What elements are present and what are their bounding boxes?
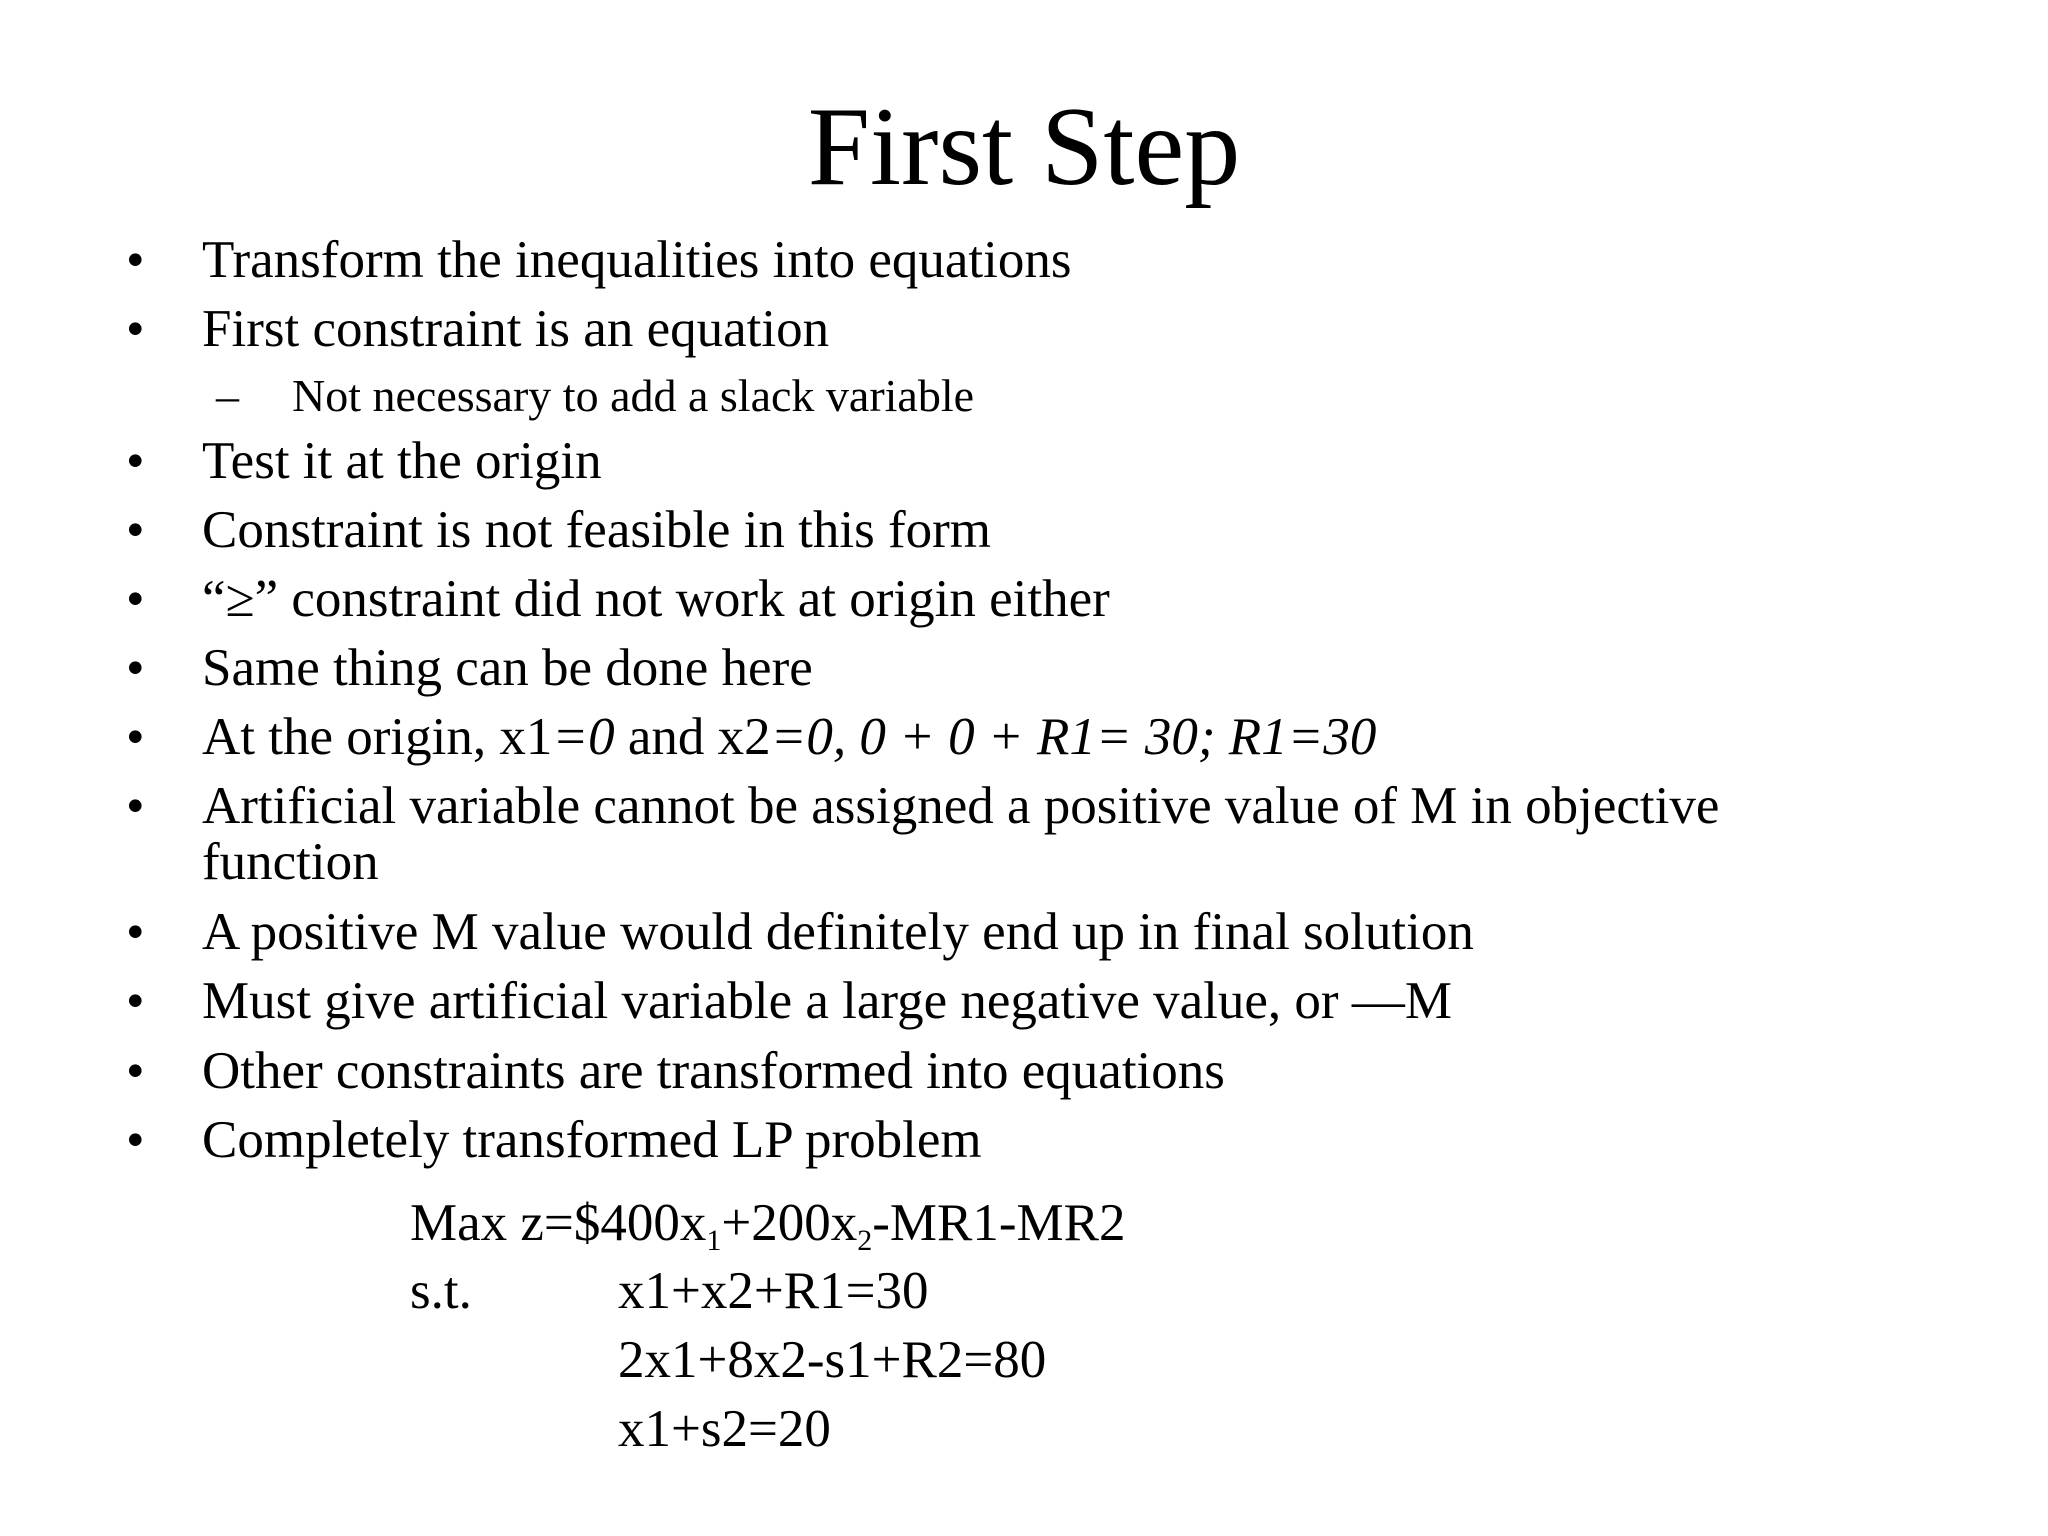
- bullet-text: Constraint is not feasible in this form: [202, 501, 992, 559]
- bullet-dot: •: [126, 432, 145, 490]
- bullet-dot: •: [126, 708, 145, 766]
- bullet-text: First constraint is an equation: [202, 300, 830, 358]
- objective-prefix: Max z=$400x: [410, 1194, 707, 1252]
- sub-bullet-dash: –: [216, 370, 239, 421]
- bullet-text: “≥” constraint did not work at origin either: [202, 570, 1110, 628]
- bullet-text: [202, 709, 1376, 765]
- constraint-3: x1+s2=20: [618, 1400, 831, 1458]
- bullet-text: Other constraints are transformed into equations: [202, 1042, 1225, 1100]
- objective-function: [410, 1194, 1126, 1257]
- bullet-dot: •: [126, 570, 145, 628]
- bullet-dot: •: [126, 639, 145, 697]
- bullet-dot: •: [126, 231, 145, 289]
- origin-rest: =0, 0 + 0 + R1= 30; R1=30: [770, 708, 1377, 766]
- slide-title: First Step: [807, 85, 1241, 209]
- bullet-dot: •: [126, 1111, 145, 1169]
- bullet-text: Completely transformed LP problem: [202, 1111, 982, 1169]
- bullet-text: Transform the inequalities into equations: [202, 231, 1072, 289]
- bullet-dot: •: [126, 501, 145, 559]
- bullet-text: Same thing can be done here: [202, 639, 813, 697]
- bullet-dot: •: [126, 777, 145, 835]
- objective-suffix: -MR1-MR2: [872, 1194, 1126, 1252]
- origin-eq1: =0: [552, 708, 615, 766]
- bullet-dot: •: [126, 903, 145, 961]
- subscript-1: 1: [706, 1224, 722, 1257]
- bullet-text: Test it at the origin: [202, 432, 602, 490]
- bullet-dot: •: [126, 972, 145, 1030]
- objective-mid: +200x: [721, 1194, 858, 1252]
- bullet-dot: •: [126, 1042, 145, 1100]
- subscript-2: 2: [857, 1224, 873, 1257]
- bullet-text: Must give artificial variable a large negative value, or —M: [202, 972, 1452, 1030]
- origin-lead: At the origin, x1: [202, 708, 553, 766]
- bullet-dot: •: [126, 300, 145, 358]
- sub-bullet-text: Not necessary to add a slack variable: [292, 370, 975, 421]
- constraint-2: 2x1+8x2-s1+R2=80: [618, 1331, 1047, 1389]
- origin-mid: and x2: [614, 708, 771, 766]
- bullet-text: Artificial variable cannot be assigned a positive value of M in objective function: [202, 777, 1720, 891]
- subject-to-label: s.t.: [410, 1262, 472, 1320]
- bullet-text: A positive M value would definitely end up in final solution: [202, 903, 1474, 961]
- constraint-1: x1+x2+R1=30: [618, 1262, 929, 1320]
